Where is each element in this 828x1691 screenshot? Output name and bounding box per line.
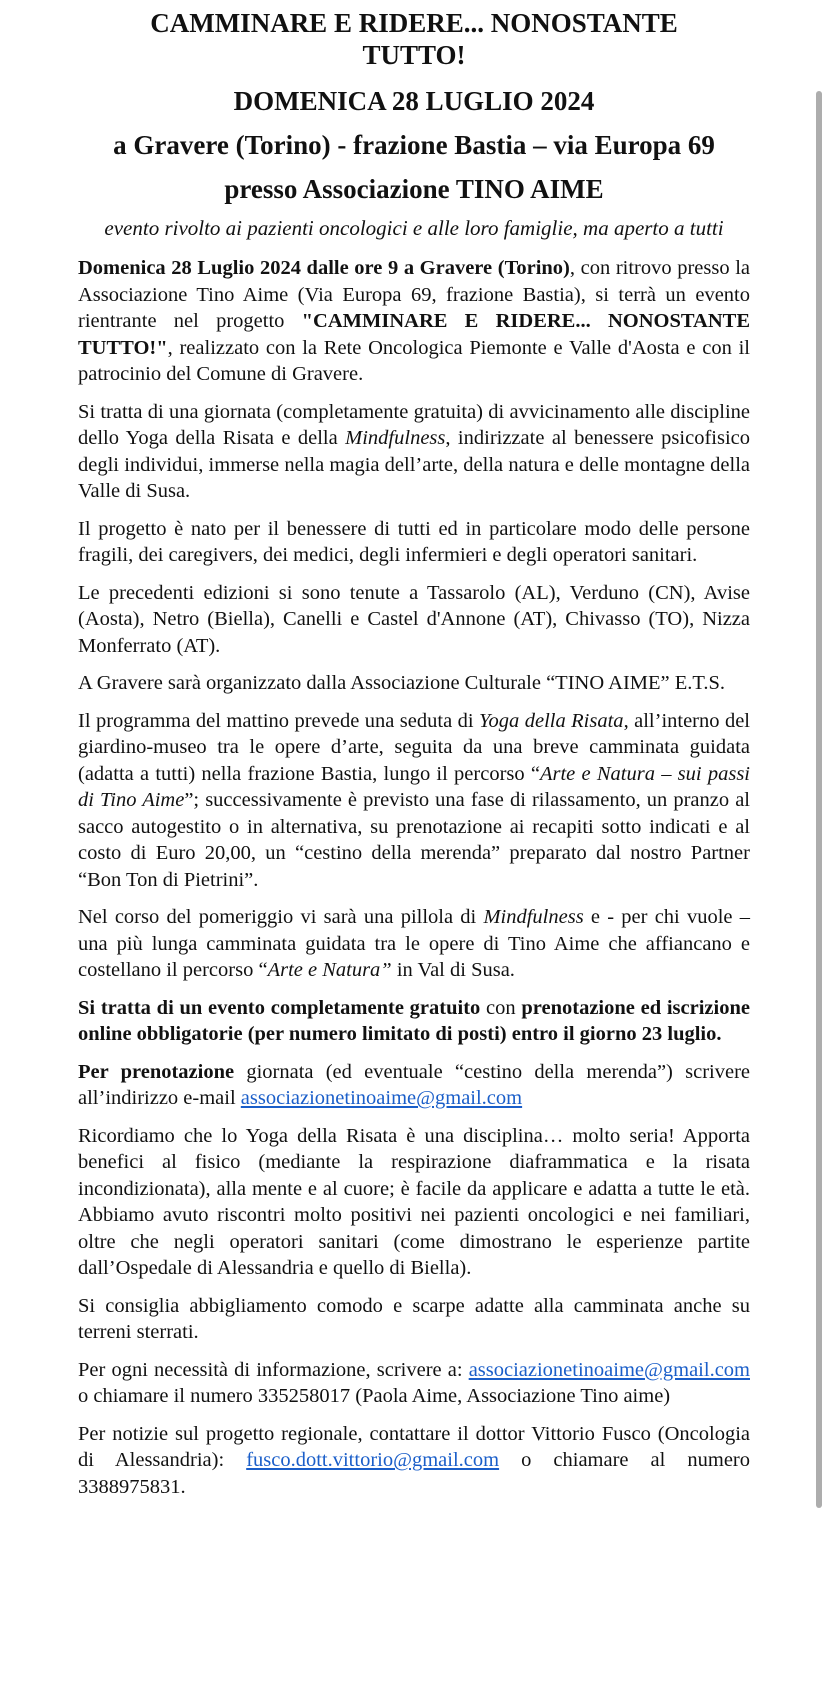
event-title: CAMMINARE E RIDERE... NONOSTANTE TUTTO! bbox=[150, 8, 678, 70]
text: Per ogni necessità di informazione, scrivere a: bbox=[78, 1358, 469, 1381]
paragraph-yoga-benefits: Ricordiamo che lo Yoga della Risata è una disciplina… molto seria! Apporta benefici al fisico (mediante la respirazione diaframmatica e la risata incondizionata), alla mente e al cuore; è facile da applicare e adatta a tutte le età. Abbiamo avuto riscontri molto positivi nei pazienti oncologici e nei familiari, oltre che negli operatori sanitari (come dimostrano le esperienze partite dall’Ospedale di Alessandria e quello di Biella). bbox=[78, 1124, 750, 1279]
paragraph-organizer: A Gravere sarà organizzato dalla Associazione Culturale “TINO AIME” E.T.S. bbox=[78, 672, 726, 694]
bold-text: "CAMMINARE E RIDERE... NONOSTANTE TUTTO!" bbox=[78, 310, 750, 359]
text: e - per chi vuole – una più lunga camminata guidata tra le opere di Tino Aime che affiancano e costellano il percorso “ bbox=[78, 906, 750, 981]
italic-text: Arte e Natura” bbox=[267, 959, 392, 981]
paragraph-clothing: Si consiglia abbigliamento comodo e scarpe adatte alla camminata anche su terreni sterrati. bbox=[78, 1294, 750, 1343]
event-venue: presso Associazione TINO AIME bbox=[224, 174, 604, 204]
text: Nel corso del pomeriggio vi sarà una pillola di bbox=[78, 906, 484, 928]
paragraph-afternoon-program bbox=[78, 904, 750, 984]
italic-text: Mindfulness bbox=[345, 427, 446, 449]
text: Si tratta di una giornata (completamente gratuita) di avvicinamento alle discipline dello Yoga della Risata e della bbox=[78, 400, 750, 449]
text: in Val di Susa. bbox=[391, 959, 515, 981]
email-link-fusco[interactable]: fusco.dott.vittorio@gmail.com bbox=[246, 1449, 500, 1471]
text: o chiamare al numero 3388975831. bbox=[78, 1449, 750, 1498]
event-date: DOMENICA 28 LUGLIO 2024 bbox=[233, 86, 595, 116]
bold-text: Domenica 28 Luglio 2024 dalle ore 9 a Gravere (Torino) bbox=[78, 257, 570, 279]
email-link-association[interactable]: associazionetinoaime@gmail.com bbox=[240, 1087, 523, 1109]
paragraph-intro bbox=[78, 255, 750, 388]
bold-text: Per prenotazione bbox=[78, 1060, 235, 1083]
paragraph-project: Il progetto è nato per il benessere di tutti ed in particolare modo delle persone fragili, dei caregivers, dei medici, degli infermieri e degli operatori sanitari. bbox=[78, 517, 750, 566]
vertical-scrollbar[interactable] bbox=[816, 91, 822, 1508]
paragraph-booking bbox=[78, 1059, 750, 1112]
paragraph-regional-contact bbox=[78, 1421, 750, 1501]
text: Il programma del mattino prevede una seduta di bbox=[78, 709, 480, 732]
paragraph-previous-editions: Le precedenti edizioni si sono tenute a Tassarolo (AL), Verduno (CN), Avise (Aosta), Netro (Biella), Canelli e Castel d'Annone (AT), Chivasso (TO), Nizza Monferrato (AT). bbox=[78, 581, 750, 657]
text: , realizzato con la Rete Oncologica Piemonte e Valle d'Aosta e con il patrocinio del Comune di Gravere. bbox=[78, 336, 750, 385]
paragraph-morning-program bbox=[78, 708, 750, 894]
text: ”; successivamente è previsto una fase di rilassamento, un pranzo al sacco autogestito o in alternativa, su prenotazione ai recapiti sotto indicati e al costo di Euro 20,00, un “cestino della merenda” preparato dal nostro Partner “Bon Ton di Pietrini”. bbox=[78, 789, 750, 891]
bold-text: prenotazione ed iscrizione online obbligatorie (per numero limitato di posti) entro il giorno 23 luglio. bbox=[78, 996, 750, 1045]
text: Per notizie sul progetto regionale, contattare il dottor Vittorio Fusco (Oncologia di Alessandria): bbox=[78, 1422, 750, 1471]
event-subtitle: evento rivolto ai pazienti oncologici e alle loro famiglie, ma aperto a tutti bbox=[104, 216, 724, 240]
bold-text: Si tratta di un evento completamente gratuito bbox=[78, 996, 481, 1019]
italic-text: Arte e Natura – sui passi di Tino Aime bbox=[78, 762, 750, 811]
paragraph-info-contact bbox=[78, 1357, 750, 1410]
italic-text: Mindfulness bbox=[483, 906, 584, 928]
text: o chiamare il numero 335258017 (Paola Aime, Associazione Tino aime) bbox=[78, 1385, 671, 1407]
paragraph-free-event bbox=[78, 995, 750, 1048]
event-location: a Gravere (Torino) - frazione Bastia – via Europa 69 bbox=[113, 130, 715, 160]
text: con bbox=[480, 996, 522, 1019]
text: giornata (ed eventuale “cestino della merenda”) scrivere all’indirizzo e-mail bbox=[78, 1060, 750, 1109]
document-page bbox=[78, 0, 750, 1500]
italic-text: Yoga della Risata bbox=[479, 709, 624, 732]
text: , indirizzate al benessere psicofisico degli individui, immerse nella magia dell’arte, della natura e delle montagne della Valle di Susa. bbox=[78, 427, 750, 502]
text: , con ritrovo presso la Associazione Tino Aime (Via Europa 69, frazione Bastia), si terrà un evento rientrante nel progetto bbox=[78, 257, 750, 332]
paragraph-description bbox=[78, 399, 750, 505]
email-link-association[interactable]: associazionetinoaime@gmail.com bbox=[468, 1358, 750, 1381]
text: , all’interno del giardino-museo tra le opere d’arte, seguita da una breve camminata guidata (adatta a tutti) nella frazione Bastia, lungo il percorso “ bbox=[78, 709, 750, 785]
